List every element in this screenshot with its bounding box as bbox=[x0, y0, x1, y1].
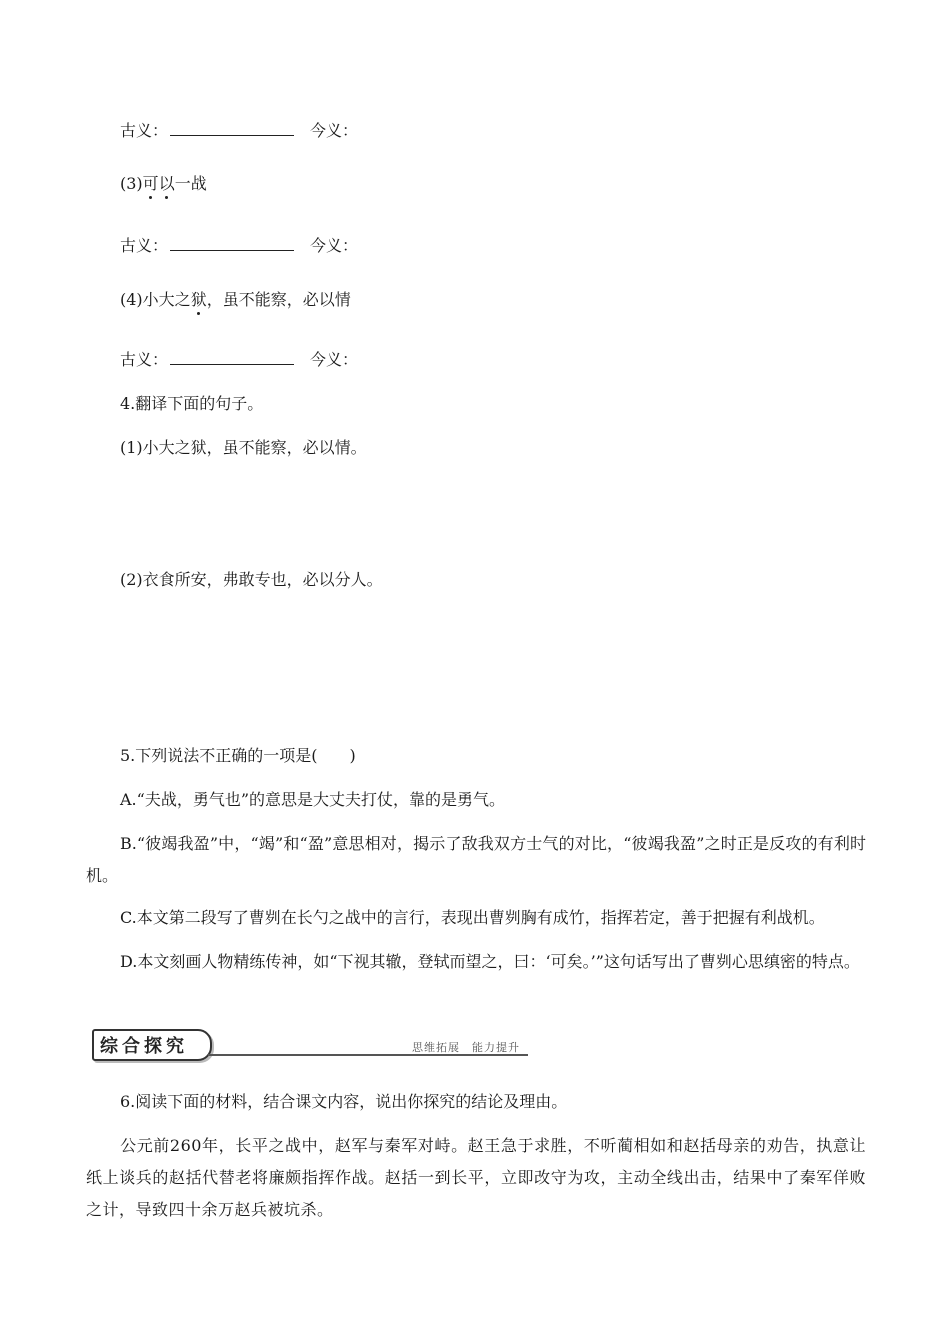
section-subtitle: 思维拓展 能力提升 bbox=[412, 1041, 520, 1054]
q3-item-3 bbox=[120, 174, 207, 194]
q5-option-a: A.“夫战，勇气也”的意思是大丈夫打仗，靠的是勇气。 bbox=[120, 790, 506, 809]
q5-option-d bbox=[86, 946, 866, 978]
q6-material bbox=[86, 1130, 866, 1226]
option-text: B.“彼竭我盈”中，“竭”和“盈”意思相对，揭示了敌我双方士气的对比，“彼竭我盈”之时正是反攻的有利时机。 bbox=[86, 834, 866, 885]
jin-label: 今义： bbox=[310, 236, 359, 255]
dotted-char: 以 bbox=[158, 174, 175, 193]
q3-item-4 bbox=[120, 290, 351, 310]
q5-option-b bbox=[86, 828, 866, 892]
item-text: 小大之 bbox=[142, 290, 191, 309]
item-number: (3) bbox=[120, 174, 143, 193]
gu-label: 古义： bbox=[120, 236, 169, 255]
q5-option-c: C.本文第二段写了曹刿在长勺之战中的言行，表现出曹刿胸有成竹，指挥若定，善于把握有利战机。 bbox=[120, 908, 825, 927]
q4-sentence-1: (1)小大之狱，虽不能察，必以情。 bbox=[120, 438, 367, 457]
option-text: D.本文刻画人物精练传神，如“下视其辙，登轼而望之，曰：‘可矣。’”这句话写出了曹刿心思缜密的特点。 bbox=[120, 952, 860, 971]
gu-label: 古义： bbox=[120, 350, 169, 369]
dotted-char: 可 bbox=[142, 174, 159, 193]
gu-jin-row-2 bbox=[120, 121, 358, 141]
q6-title: 6.阅读下面的材料，结合课文内容，说出你探究的结论及理由。 bbox=[120, 1092, 568, 1111]
item-text: ，虽不能察，必以情 bbox=[206, 290, 351, 309]
section-title: 综合探究 bbox=[100, 1036, 188, 1057]
section-banner bbox=[92, 1028, 528, 1060]
gu-label: 古义： bbox=[120, 121, 169, 140]
gu-blank[interactable] bbox=[170, 121, 294, 136]
gu-jin-row-3 bbox=[120, 236, 358, 256]
material-text: 公元前260年，长平之战中，赵军与秦军对峙。赵王急于求胜，不听蔺相如和赵括母亲的劝告，执意让纸上谈兵的赵括代替老将廉颇指挥作战。赵括一到长平，立即改守为攻，主动全线出击，结果中了秦军佯败之计，导致四十余万赵兵被坑杀。 bbox=[86, 1136, 866, 1219]
q4-sentence-2: (2)衣食所安，弗敢专也，必以分人。 bbox=[120, 570, 383, 589]
item-text: 一战 bbox=[174, 174, 207, 193]
item-number: (4) bbox=[120, 290, 143, 309]
q5-title: 5.下列说法不正确的一项是( ) bbox=[120, 746, 356, 765]
gu-blank[interactable] bbox=[170, 236, 294, 251]
q4-title: 4.翻译下面的句子。 bbox=[120, 394, 264, 413]
jin-label: 今义： bbox=[310, 350, 359, 369]
gu-jin-row-4 bbox=[120, 350, 358, 370]
jin-label: 今义： bbox=[310, 121, 359, 140]
dotted-char: 狱 bbox=[190, 290, 207, 309]
gu-blank[interactable] bbox=[170, 350, 294, 365]
